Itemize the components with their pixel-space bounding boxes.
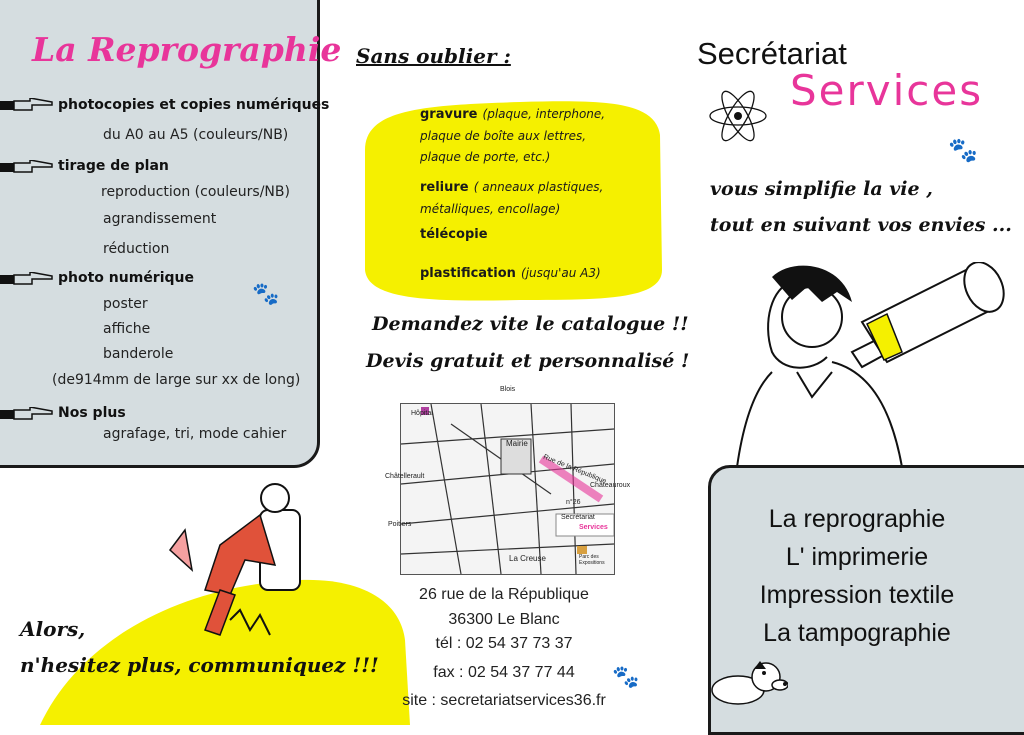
- contact-fax: fax : 02 54 37 77 44: [433, 664, 575, 681]
- map-label-chatellerault: Châtellerault: [385, 473, 425, 480]
- paw-print-icon: 🐾: [948, 136, 978, 164]
- map-label-mairie: Mairie: [506, 439, 528, 448]
- businessman-illustration: [150, 470, 320, 650]
- section-label-tirage: tirage de plan: [58, 158, 169, 174]
- closing-line1: Alors,: [20, 617, 86, 641]
- map-label-chateauroux: Châteauroux: [590, 482, 631, 489]
- map-label-logo-top: Secrétariat: [561, 514, 595, 521]
- pointing-hand-icon: [0, 407, 54, 421]
- section-item: poster: [103, 296, 148, 312]
- map-streets: [401, 404, 614, 574]
- section-label-photocopies: photocopies et copies numériques: [58, 97, 330, 113]
- contact-city: 36300 Le Blanc: [448, 611, 560, 628]
- map-label-poitiers: Poitiers: [388, 521, 412, 528]
- contact-tel: tél : 02 54 37 73 37: [435, 635, 573, 652]
- pointing-hand-icon: [0, 272, 54, 286]
- map-label-parc: Parc des Expositions: [579, 554, 605, 566]
- section-item: affiche: [103, 321, 151, 337]
- cta-devis: Devis gratuit et personnalisé !: [366, 350, 690, 372]
- pointing-hand-icon: [0, 160, 54, 174]
- contact-street: 26 rue de la République: [419, 586, 589, 603]
- offer-line: L' imprimerie: [785, 543, 929, 571]
- section-item: agrandissement: [103, 211, 217, 227]
- service-plastification: plastification (jusqu'au A3): [420, 266, 601, 281]
- section-item: réduction: [103, 241, 170, 257]
- contact-site[interactable]: site : secretariatservices36.fr: [402, 692, 606, 709]
- woman-megaphone-illustration: [712, 262, 1012, 467]
- section-item: (de914mm de large sur xx de long): [52, 372, 301, 388]
- offer-line: La reprographie: [768, 505, 946, 533]
- map-label-logo-bottom: Services: [579, 524, 608, 531]
- section-item: agrafage, tri, mode cahier: [103, 426, 287, 442]
- section-item: reproduction (couleurs/NB): [101, 184, 290, 200]
- offer-line: La tampographie: [763, 619, 951, 647]
- brand-top: Secrétariat: [697, 36, 847, 71]
- map-label-hopital: Hôpital: [411, 410, 433, 417]
- map-label-la-creuse: La Creuse: [509, 554, 546, 563]
- atom-icon: [706, 78, 770, 154]
- section-item: banderole: [103, 346, 174, 362]
- map-label-blois: Blois: [500, 386, 516, 393]
- map-label-num: n°26: [566, 499, 581, 506]
- brand-tagline2: tout en suivant vos envies ...: [710, 214, 1012, 236]
- reprographie-panel: [0, 0, 320, 468]
- pointing-hand-icon: [0, 98, 54, 112]
- extras-heading: Sans oublier :: [356, 44, 511, 68]
- service-gravure: gravure (plaque, interphone, plaque de boîte aux lettres, plaque de porte, etc.): [420, 107, 606, 165]
- dog-illustration: [708, 655, 788, 711]
- section-label-nos-plus: Nos plus: [58, 405, 126, 421]
- offer-line: Impression textile: [759, 581, 955, 609]
- paw-print-icon: 🐾: [612, 665, 640, 690]
- paw-print-icon: 🐾: [252, 282, 280, 307]
- closing-line2: n'hesitez plus, communiquez !!!: [20, 653, 379, 677]
- service-reliure: reliure ( anneaux plastiques, métalliques, encollage): [420, 180, 604, 216]
- section-item: du A0 au A5 (couleurs/NB): [103, 127, 289, 143]
- brand-bottom: Services: [790, 66, 984, 115]
- map-label-rue: Rue de la République: [542, 453, 608, 486]
- brand-tagline1: vous simplifie la vie ,: [710, 178, 933, 200]
- cta-catalogue: Demandez vite le catalogue !!: [372, 313, 689, 335]
- location-map: [400, 403, 615, 575]
- service-telecopie: télécopie: [420, 227, 488, 242]
- section-label-photo: photo numérique: [58, 270, 194, 286]
- reprographie-title: La Reprographie: [32, 30, 342, 69]
